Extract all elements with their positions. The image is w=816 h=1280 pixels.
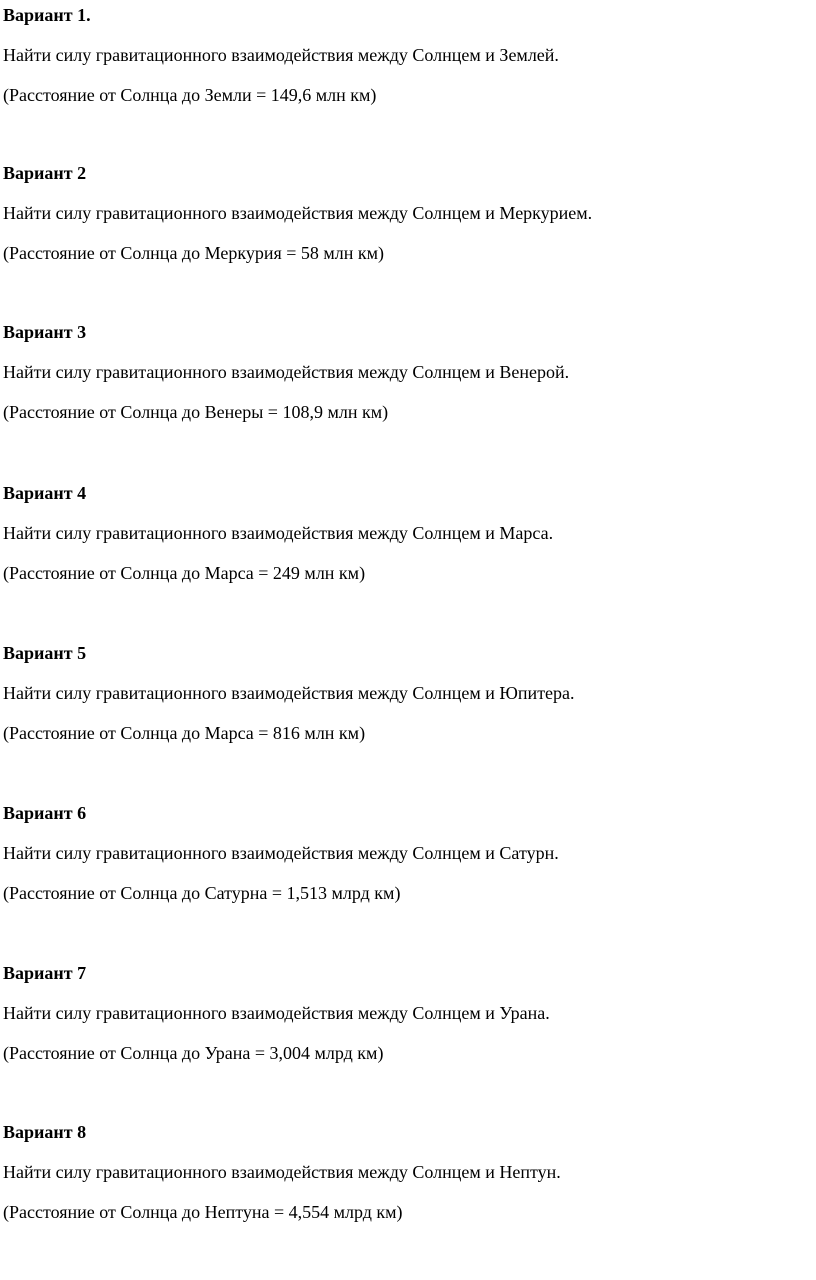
variant-2 [3, 162, 803, 264]
variant-distance-note: (Расстояние от Солнца до Нептуна = 4,554 млрд км) [3, 1202, 403, 1222]
variant-task: Найти силу гравитационного взаимодействия между Солнцем и Марса. [3, 523, 554, 543]
variant-title: Вариант 2 [3, 163, 87, 183]
variant-title: Вариант 3 [3, 322, 87, 342]
variant-distance-note: (Расстояние от Солнца до Марса = 816 млн км) [3, 723, 366, 743]
variant-3 [3, 321, 803, 423]
variant-title: Вариант 5 [3, 643, 87, 663]
variant-task: Найти силу гравитационного взаимодействия между Солнцем и Урана. [3, 1003, 550, 1023]
variant-distance-note: (Расстояние от Солнца до Земли = 149,6 млн км) [3, 85, 377, 105]
variant-task: Найти силу гравитационного взаимодействия между Солнцем и Сатурн. [3, 843, 559, 863]
variant-distance-note: (Расстояние от Солнца до Меркурия = 58 млн км) [3, 243, 385, 263]
variant-distance-note: (Расстояние от Солнца до Марса = 249 млн км) [3, 563, 366, 583]
variant-task: Найти силу гравитационного взаимодействия между Солнцем и Венерой. [3, 362, 570, 382]
variant-1 [3, 4, 803, 106]
variant-title: Вариант 4 [3, 483, 87, 503]
variant-title: Вариант 7 [3, 963, 87, 983]
variant-distance-note: (Расстояние от Солнца до Венеры = 108,9 млн км) [3, 402, 389, 422]
variant-title: Вариант 6 [3, 803, 87, 823]
variant-task: Найти силу гравитационного взаимодействия между Солнцем и Землей. [3, 45, 559, 65]
variant-8 [3, 1121, 803, 1223]
variant-task: Найти силу гравитационного взаимодействия между Солнцем и Меркурием. [3, 203, 593, 223]
variant-7 [3, 962, 803, 1064]
variant-distance-note: (Расстояние от Солнца до Урана = 3,004 млрд км) [3, 1043, 384, 1063]
variant-title: Вариант 8 [3, 1122, 87, 1142]
variant-distance-note: (Расстояние от Солнца до Сатурна = 1,513 млрд км) [3, 883, 401, 903]
variant-4 [3, 482, 803, 584]
variant-5 [3, 642, 803, 744]
variant-task: Найти силу гравитационного взаимодействия между Солнцем и Юпитера. [3, 683, 575, 703]
variant-task: Найти силу гравитационного взаимодействия между Солнцем и Нептун. [3, 1162, 561, 1182]
variant-6 [3, 802, 803, 904]
variant-title: Вариант 1. [3, 5, 91, 25]
